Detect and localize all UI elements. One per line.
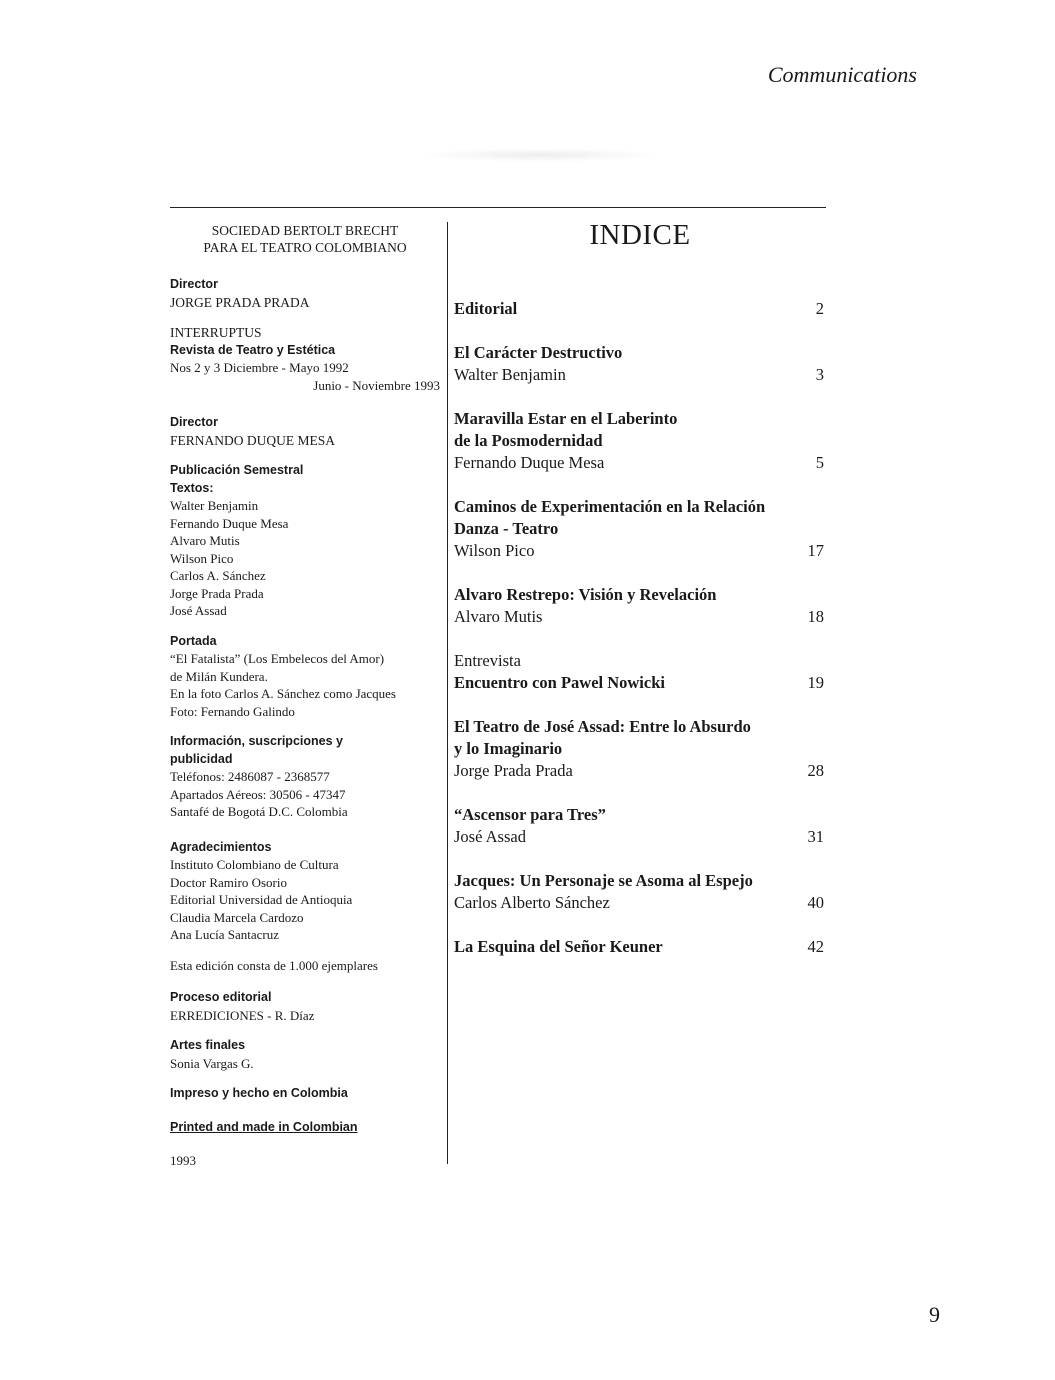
- toc-entry-title: La Esquina del Señor Keuner: [454, 937, 663, 956]
- toc-entry-author: José Assad: [454, 827, 526, 846]
- printed-spanish: Impreso y hecho en Colombia: [170, 1086, 348, 1100]
- thanks-line: Doctor Ramiro Osorio: [170, 874, 287, 890]
- toc-page-number: 42: [807, 937, 824, 956]
- toc-entry-title: “Ascensor para Tres”: [454, 805, 606, 824]
- cover-line: En la foto Carlos A. Sánchez como Jacques: [170, 686, 396, 701]
- toc-entry-title: de la Posmodernidad: [454, 431, 603, 450]
- journal-section: [170, 324, 440, 394]
- journal-title: INTERRUPTUS: [170, 325, 262, 340]
- year: 1993: [170, 1153, 196, 1168]
- toc-page-number: 17: [807, 541, 824, 560]
- author: Alvaro Mutis: [170, 533, 240, 548]
- cover-line: “El Fatalista” (Los Embelecos del Amor): [170, 651, 385, 666]
- toc-entry-author: Alvaro Mutis: [454, 607, 543, 626]
- index-title: INDICE: [589, 219, 691, 251]
- info-section: [170, 733, 440, 821]
- thanks-line: Claudia Marcela Cardozo: [170, 909, 304, 925]
- toc-page-number: 2: [815, 299, 824, 318]
- society-name: SOCIEDAD BERTOLT BRECHT PARA EL TEATRO COLOMBIANO: [203, 223, 407, 255]
- journal-issue: Nos 2 y 3 Diciembre - Mayo 1992: [170, 360, 349, 375]
- editorial-process-value: ERREDICIONES - R. Díaz: [170, 1007, 315, 1023]
- toc-entry-author: Carlos Alberto Sánchez: [454, 893, 610, 912]
- toc-entry-title: y lo Imaginario: [454, 739, 563, 758]
- author: Carlos A. Sánchez: [170, 568, 266, 583]
- toc-page-number: 31: [807, 827, 824, 846]
- thanks-line: Editorial Universidad de Antioquia: [170, 892, 353, 907]
- director-name: FERNANDO DUQUE MESA: [170, 432, 336, 448]
- director-name: JORGE PRADA PRADA: [170, 294, 310, 310]
- final-arts-value: Sonia Vargas G.: [170, 1055, 254, 1071]
- toc-entry-title: Alvaro Restrepo: Visión y Revelación: [454, 585, 717, 604]
- toc-entry: [454, 298, 824, 320]
- final-arts-section: [170, 1037, 440, 1072]
- toc-entry: [454, 804, 824, 848]
- author: José Assad: [170, 603, 227, 618]
- running-header: Communications: [767, 62, 917, 87]
- toc-page-number: 40: [807, 893, 824, 912]
- toc-entry: [454, 716, 824, 782]
- director-section: [170, 276, 440, 311]
- toc-entry-title: El Teatro de José Assad: Entre lo Absurdo: [454, 717, 751, 736]
- toc-entry: [454, 584, 824, 628]
- toc-entry-title: Danza - Teatro: [454, 519, 559, 538]
- journal-issue-2: Junio - Noviembre 1993: [313, 377, 440, 393]
- info-label-2: publicidad: [170, 751, 233, 766]
- toc-page-number: 5: [815, 453, 824, 472]
- toc-entry: [454, 870, 824, 914]
- top-rule: [170, 207, 826, 208]
- cover-label: Portada: [170, 633, 217, 648]
- table-of-contents: [454, 298, 824, 958]
- toc-page-number: 28: [807, 761, 824, 780]
- editorial-process-label: Proceso editorial: [170, 990, 272, 1004]
- toc-entry-author: Wilson Pico: [454, 541, 535, 560]
- toc-entry-title: Maravilla Estar en el Laberinto: [454, 409, 678, 428]
- toc-entry-title: Editorial: [454, 299, 518, 318]
- edition-note: Esta edición consta de 1.000 ejemplares: [170, 957, 378, 973]
- printed-in-section: [170, 1085, 440, 1103]
- scan-smudge: [420, 148, 660, 162]
- thanks-line: Instituto Colombiano de Cultura: [170, 857, 339, 872]
- author: Fernando Duque Mesa: [170, 515, 289, 531]
- toc-entry: [454, 408, 824, 474]
- masthead-column: [170, 222, 440, 1183]
- column-divider: [447, 222, 448, 1164]
- toc-entry: [454, 342, 824, 386]
- toc-entry: [454, 936, 824, 958]
- author: Jorge Prada Prada: [170, 585, 264, 601]
- toc-entry-author: Jorge Prada Prada: [454, 761, 573, 780]
- toc-entry: [454, 650, 824, 694]
- info-line: Santafé de Bogotá D.C. Colombia: [170, 804, 348, 819]
- texts-label: Textos:: [170, 480, 214, 495]
- publication-section: [170, 462, 440, 620]
- cover-section: [170, 633, 440, 721]
- toc-entry-title: Caminos de Experimentación en la Relación: [454, 497, 766, 516]
- director-section-2: [170, 414, 440, 449]
- author: Wilson Pico: [170, 550, 234, 566]
- thanks-line: Ana Lucía Santacruz: [170, 927, 280, 942]
- thanks-label: Agradecimientos: [170, 839, 272, 854]
- journal-subtitle: Revista de Teatro y Estética: [170, 342, 336, 357]
- toc-page-number: 3: [815, 365, 824, 384]
- info-line: Apartados Aéreos: 30506 - 47347: [170, 786, 346, 802]
- printed-english-section: [170, 1119, 440, 1137]
- page-number: 9: [929, 1302, 940, 1327]
- toc-entry: [454, 496, 824, 562]
- printed-english: Printed and made in Colombian: [170, 1119, 358, 1134]
- toc-entry-title: Jacques: Un Personaje se Asoma al Espejo: [454, 871, 753, 890]
- info-line: Teléfonos: 2486087 - 2368577: [170, 769, 330, 784]
- director-label: Director: [170, 415, 218, 429]
- cover-line: de Milán Kundera.: [170, 668, 268, 684]
- publication-label: Publicación Semestral: [170, 463, 304, 477]
- toc-entry-title: Encuentro con Pawel Nowicki: [454, 673, 665, 692]
- toc-entry-author: Entrevista: [454, 651, 521, 670]
- info-label: Información, suscripciones y: [170, 734, 343, 748]
- year-section: [170, 1152, 440, 1170]
- cover-line: Foto: Fernando Galindo: [170, 703, 295, 719]
- toc-page-number: 18: [807, 607, 824, 626]
- thanks-section: [170, 839, 440, 944]
- director-label: Director: [170, 277, 218, 291]
- toc-entry-author: Walter Benjamin: [454, 365, 566, 384]
- toc-page-number: 19: [807, 673, 824, 692]
- author: Walter Benjamin: [170, 498, 259, 513]
- toc-entry-author: Fernando Duque Mesa: [454, 453, 605, 472]
- editorial-process-section: [170, 989, 440, 1024]
- toc-entry-title: El Carácter Destructivo: [454, 343, 623, 362]
- final-arts-label: Artes finales: [170, 1038, 246, 1052]
